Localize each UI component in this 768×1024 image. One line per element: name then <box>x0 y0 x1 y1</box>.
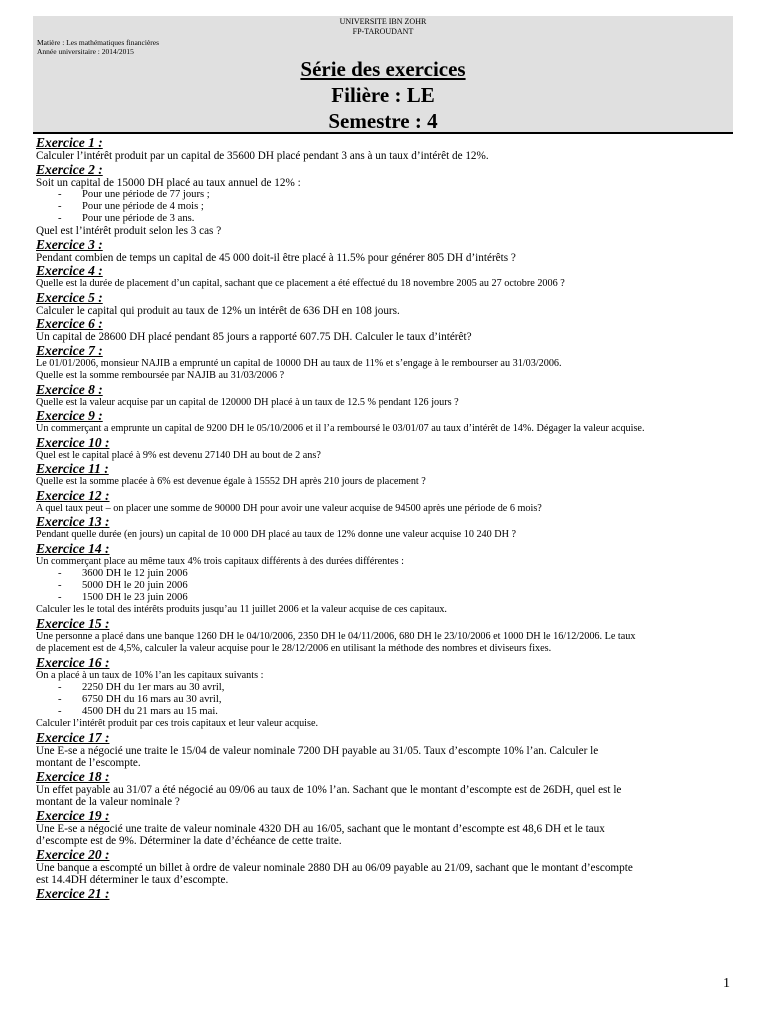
faculty-name: FP-TAROUDANT <box>352 27 414 36</box>
exercise-title: Exercice 2 : <box>36 161 103 177</box>
exercise-block <box>36 887 736 901</box>
bullet-dash: - <box>58 694 62 705</box>
exercise-title: Exercice 19 : <box>36 807 110 823</box>
exercise-text: Calculer l’intérêt produit par ces trois capitaux et leur valeur acquise. <box>36 718 319 729</box>
university-name: UNIVERSITE IBN ZOHR <box>339 17 427 26</box>
academic-year: Année universitaire : 2014/2015 <box>37 47 134 56</box>
exercise-title: Exercice 9 : <box>36 408 103 423</box>
exercise-text: Un effet payable au 31/07 a été négocié au 09/06 au taux de 10% l’an. Sachant que le montant d’escompte est de 26DH, quel est le <box>36 783 622 796</box>
bullet-dash: - <box>58 213 62 224</box>
track-title: Filière : LE <box>331 83 435 107</box>
exercise-block <box>36 409 736 436</box>
exercise-title: Exercice 6 : <box>36 316 103 331</box>
exercise-block <box>36 731 736 770</box>
exercise-title: Exercice 4 : <box>36 263 103 278</box>
exercise-block <box>36 136 736 163</box>
bullet-item <box>36 201 736 213</box>
series-title: Série des exercices <box>300 57 466 81</box>
exercise-block <box>36 436 736 463</box>
exercise-title: Exercice 12 : <box>36 487 110 503</box>
bullet-dash: - <box>58 592 62 603</box>
exercise-block <box>36 291 736 318</box>
exercise-block <box>36 238 736 265</box>
exercise-text: Un commerçant a emprunte un capital de 9200 DH le 05/10/2006 et il l’a remboursé le 03/01/07 au taux d’intérêt de 14%. Dégager la valeur acquise. <box>36 423 645 434</box>
exercise-text: montant de la valeur nominale ? <box>36 796 180 808</box>
exercise-block <box>36 163 736 238</box>
exercise-text: Une E-se a négocié une traite de valeur nominale 4320 DH au 16/05, sachant que le montant d’escompte est 48,6 DH et le taux <box>36 822 605 835</box>
exercise-text: Une banque a escompté un billet à ordre de valeur nominale 2880 DH au 06/09 payable au 21/09, sachant que le montant d’escompte <box>36 861 633 874</box>
exercise-text: Calculer les le total des intérêts produits jusqu’au 11 juillet 2006 et la valeur acquise de ces capitaux. <box>36 604 447 615</box>
title-block <box>33 56 733 134</box>
bullet-item <box>36 213 736 225</box>
exercise-title: Exercice 20 : <box>36 846 110 862</box>
bullet-dash: - <box>58 201 62 212</box>
bullet-item <box>36 580 736 592</box>
exercise-text: de placement est de 4,5%, calculer la valeur acquise pour le 28/12/2006 en utilisant la méthode des nombres et diviseurs fixes. <box>36 643 552 654</box>
exercise-text: Une E-se a négocié une traite le 15/04 de valeur nominale 7200 DH payable au 31/05. Taux d’escompte 10% l’an. Calculer le <box>36 744 599 757</box>
bullet-dash: - <box>58 682 62 693</box>
bullet-item <box>36 592 736 604</box>
exercise-text: Quelle est la durée de placement d’un capital, sachant que ce placement a été effectué du 18 novembre 2005 au 27 octobre 2006 ? <box>36 278 565 289</box>
exercise-title: Exercice 15 : <box>36 615 110 631</box>
bullet-text: 2250 DH du 1er mars au 30 avril, <box>82 682 225 693</box>
exercise-text: Quel est l’intérêt produit selon les 3 cas ? <box>36 225 222 237</box>
exercise-title: Exercice 17 : <box>36 729 110 745</box>
exercise-text: Quel est le capital placé à 9% est devenu 27140 DH au bout de 2 ans? <box>36 449 321 461</box>
bullet-item <box>36 682 736 694</box>
exercise-title: Exercice 3 : <box>36 236 103 252</box>
exercise-text: Un commerçant place au même taux 4% trois capitaux différents à des durées différentes : <box>36 555 404 567</box>
exercise-block <box>36 489 736 516</box>
exercise-block <box>36 383 736 410</box>
bullet-text: 6750 DH du 16 mars au 30 avril, <box>82 694 222 705</box>
exercise-text: d’escompte est de 9%. Déterminer la date d’échéance de cette traite. <box>36 835 342 847</box>
exercise-title: Exercice 21 : <box>36 885 110 901</box>
bullet-text: Pour une période de 3 ans. <box>82 213 195 224</box>
exercise-title: Exercice 10 : <box>36 434 110 450</box>
bullet-text: Pour une période de 4 mois ; <box>82 201 204 212</box>
bullet-item <box>36 189 736 201</box>
exercise-text: Quelle est la somme placée à 6% est devenue égale à 15552 DH après 210 jours de placement ? <box>36 476 426 487</box>
exercise-text: Un capital de 28600 DH placé pendant 85 jours a rapporté 607.75 DH. Calculer le taux d’intérêt? <box>36 331 472 343</box>
exercise-text: Le 01/01/2006, monsieur NAJIB a emprunté un capital de 10000 DH au taux de 11% et s’engage à le rembourser au 31/03/2006. <box>36 357 562 369</box>
exercise-block <box>36 617 736 656</box>
exercise-title: Exercice 7 : <box>36 342 103 358</box>
exercise-title: Exercice 1 : <box>36 135 103 150</box>
exercise-block <box>36 462 736 489</box>
exercise-block <box>36 317 736 344</box>
bullet-dash: - <box>58 706 62 717</box>
bullet-item <box>36 568 736 580</box>
exercise-title: Exercice 8 : <box>36 381 103 397</box>
bullet-dash: - <box>58 568 62 579</box>
exercise-block <box>36 344 736 383</box>
document-header <box>33 16 733 134</box>
exercise-block <box>36 770 736 809</box>
exercise-text: montant de l’escompte. <box>36 757 141 769</box>
bullet-dash: - <box>58 189 62 200</box>
exercise-text: Soit un capital de 15000 DH placé au taux annuel de 12% : <box>36 176 301 189</box>
bullet-text: 1500 DH le 23 juin 2006 <box>82 592 188 603</box>
exercise-text: A quel taux peut – on placer une somme de 90000 DH pour avoir une valeur acquise de 94500 après une période de 6 mois? <box>36 502 542 514</box>
exercise-text: Pendant combien de temps un capital de 45 000 doit-il être placé à 11.5% pour générer 805 DH d’intérêts ? <box>36 251 516 264</box>
exercise-text: est 14.4DH déterminer le taux d’escompte. <box>36 874 229 886</box>
exercise-block <box>36 515 736 542</box>
exercise-text: Une personne a placé dans une banque 1260 DH le 04/10/2006, 2350 DH le 04/11/2006, 680 DH le 23/10/2006 et 1000 DH le 16/12/2006. Le taux <box>36 630 636 642</box>
exercise-block <box>36 264 736 291</box>
exercise-title: Exercice 11 : <box>36 461 109 476</box>
bullet-item <box>36 694 736 706</box>
bullet-text: 4500 DH du 21 mars au 15 mai. <box>82 706 218 717</box>
bullet-text: 3600 DH le 12 juin 2006 <box>82 568 188 579</box>
bullet-text: 5000 DH le 20 juin 2006 <box>82 580 188 591</box>
exercise-text: Calculer le capital qui produit au taux de 12% un intérêt de 636 DH en 108 jours. <box>36 304 400 317</box>
exercise-list <box>36 136 736 901</box>
exercise-text: On a placé à un taux de 10% l’an les capitaux suivants : <box>36 669 264 681</box>
bullet-text: Pour une période de 77 jours ; <box>82 189 210 200</box>
exercise-text: Calculer l’intérêt produit par un capital de 35600 DH placé pendant 3 ans à un taux d’intérêt de 12%. <box>36 150 489 162</box>
bullet-dash: - <box>58 580 62 591</box>
subject-line: Matière : Les mathématiques financières <box>37 38 160 47</box>
exercise-text: Quelle est la somme remboursée par NAJIB au 31/03/2006 ? <box>36 370 285 381</box>
exercise-title: Exercice 14 : <box>36 540 110 556</box>
bullet-item <box>36 706 736 718</box>
exercise-title: Exercice 5 : <box>36 289 103 305</box>
semester-title: Semestre : 4 <box>328 109 438 133</box>
exercise-text: Pendant quelle durée (en jours) un capital de 10 000 DH placé au taux de 12% donne une valeur acquise 10 240 DH ? <box>36 529 517 540</box>
exercise-title: Exercice 13 : <box>36 514 110 529</box>
course-meta <box>37 38 159 56</box>
exercise-block <box>36 656 736 731</box>
exercise-block <box>36 809 736 848</box>
exercise-title: Exercice 18 : <box>36 768 110 784</box>
exercise-text: Quelle est la valeur acquise par un capital de 120000 DH placé à un taux de 12.5 % pendant 126 jours ? <box>36 396 459 408</box>
exercise-block <box>36 848 736 887</box>
exercise-title: Exercice 16 : <box>36 654 110 670</box>
exercise-block <box>36 542 736 617</box>
page-number: 1 <box>723 976 730 991</box>
